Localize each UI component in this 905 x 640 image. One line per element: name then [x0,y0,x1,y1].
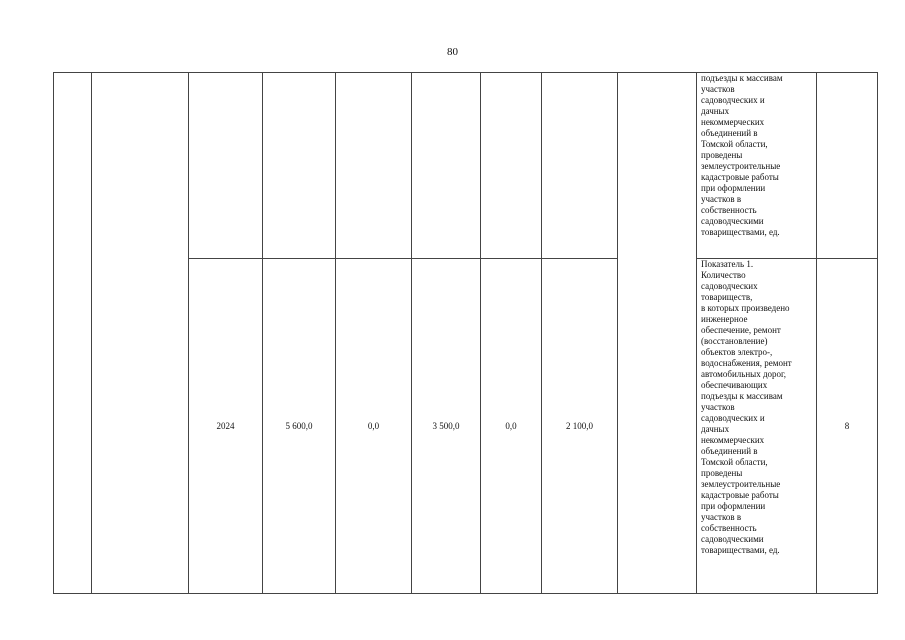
regional-budget-cell [412,73,481,259]
indicator-cell: подъезды к массивам участков садоводческих и дачных некоммерческих объединений в Томской области, проведены землеустроительные кадастровые работы при оформлении участков в собственность садоводческими товариществами, ед. [697,73,817,259]
indicator-value-cell: 8 [817,259,878,594]
federal-budget-cell: 0,0 [336,259,412,594]
extrabudgetary-cell [542,73,618,259]
executor-cell [618,73,697,594]
federal-budget-cell [336,73,412,259]
program-table [53,72,878,594]
table-row [54,73,878,259]
extrabudgetary-cell: 2 100,0 [542,259,618,594]
regional-budget-cell: 3 500,0 [412,259,481,594]
name-cell [92,73,189,594]
page-number: 80 [447,46,458,58]
number-cell [54,73,92,594]
indicator-value-cell [817,73,878,259]
year-cell: 2024 [189,259,263,594]
total-cell: 5 600,0 [263,259,336,594]
local-budget-cell [481,73,542,259]
year-cell [189,73,263,259]
local-budget-cell: 0,0 [481,259,542,594]
indicator-cell: Показатель 1. Количество садоводческих товариществ, в которых произведено инженерное обеспечение, ремонт (восстановление) объектов электро-, водоснабжения, ремонт автомобильных дорог, обеспечивающих подъезды к массивам участков садоводческих и дачных некоммерческих объединений в Томской области, проведены землеустроительные кадастровые работы при оформлении участков в собственность садоводческими товариществами, ед. [697,259,817,594]
total-cell [263,73,336,259]
